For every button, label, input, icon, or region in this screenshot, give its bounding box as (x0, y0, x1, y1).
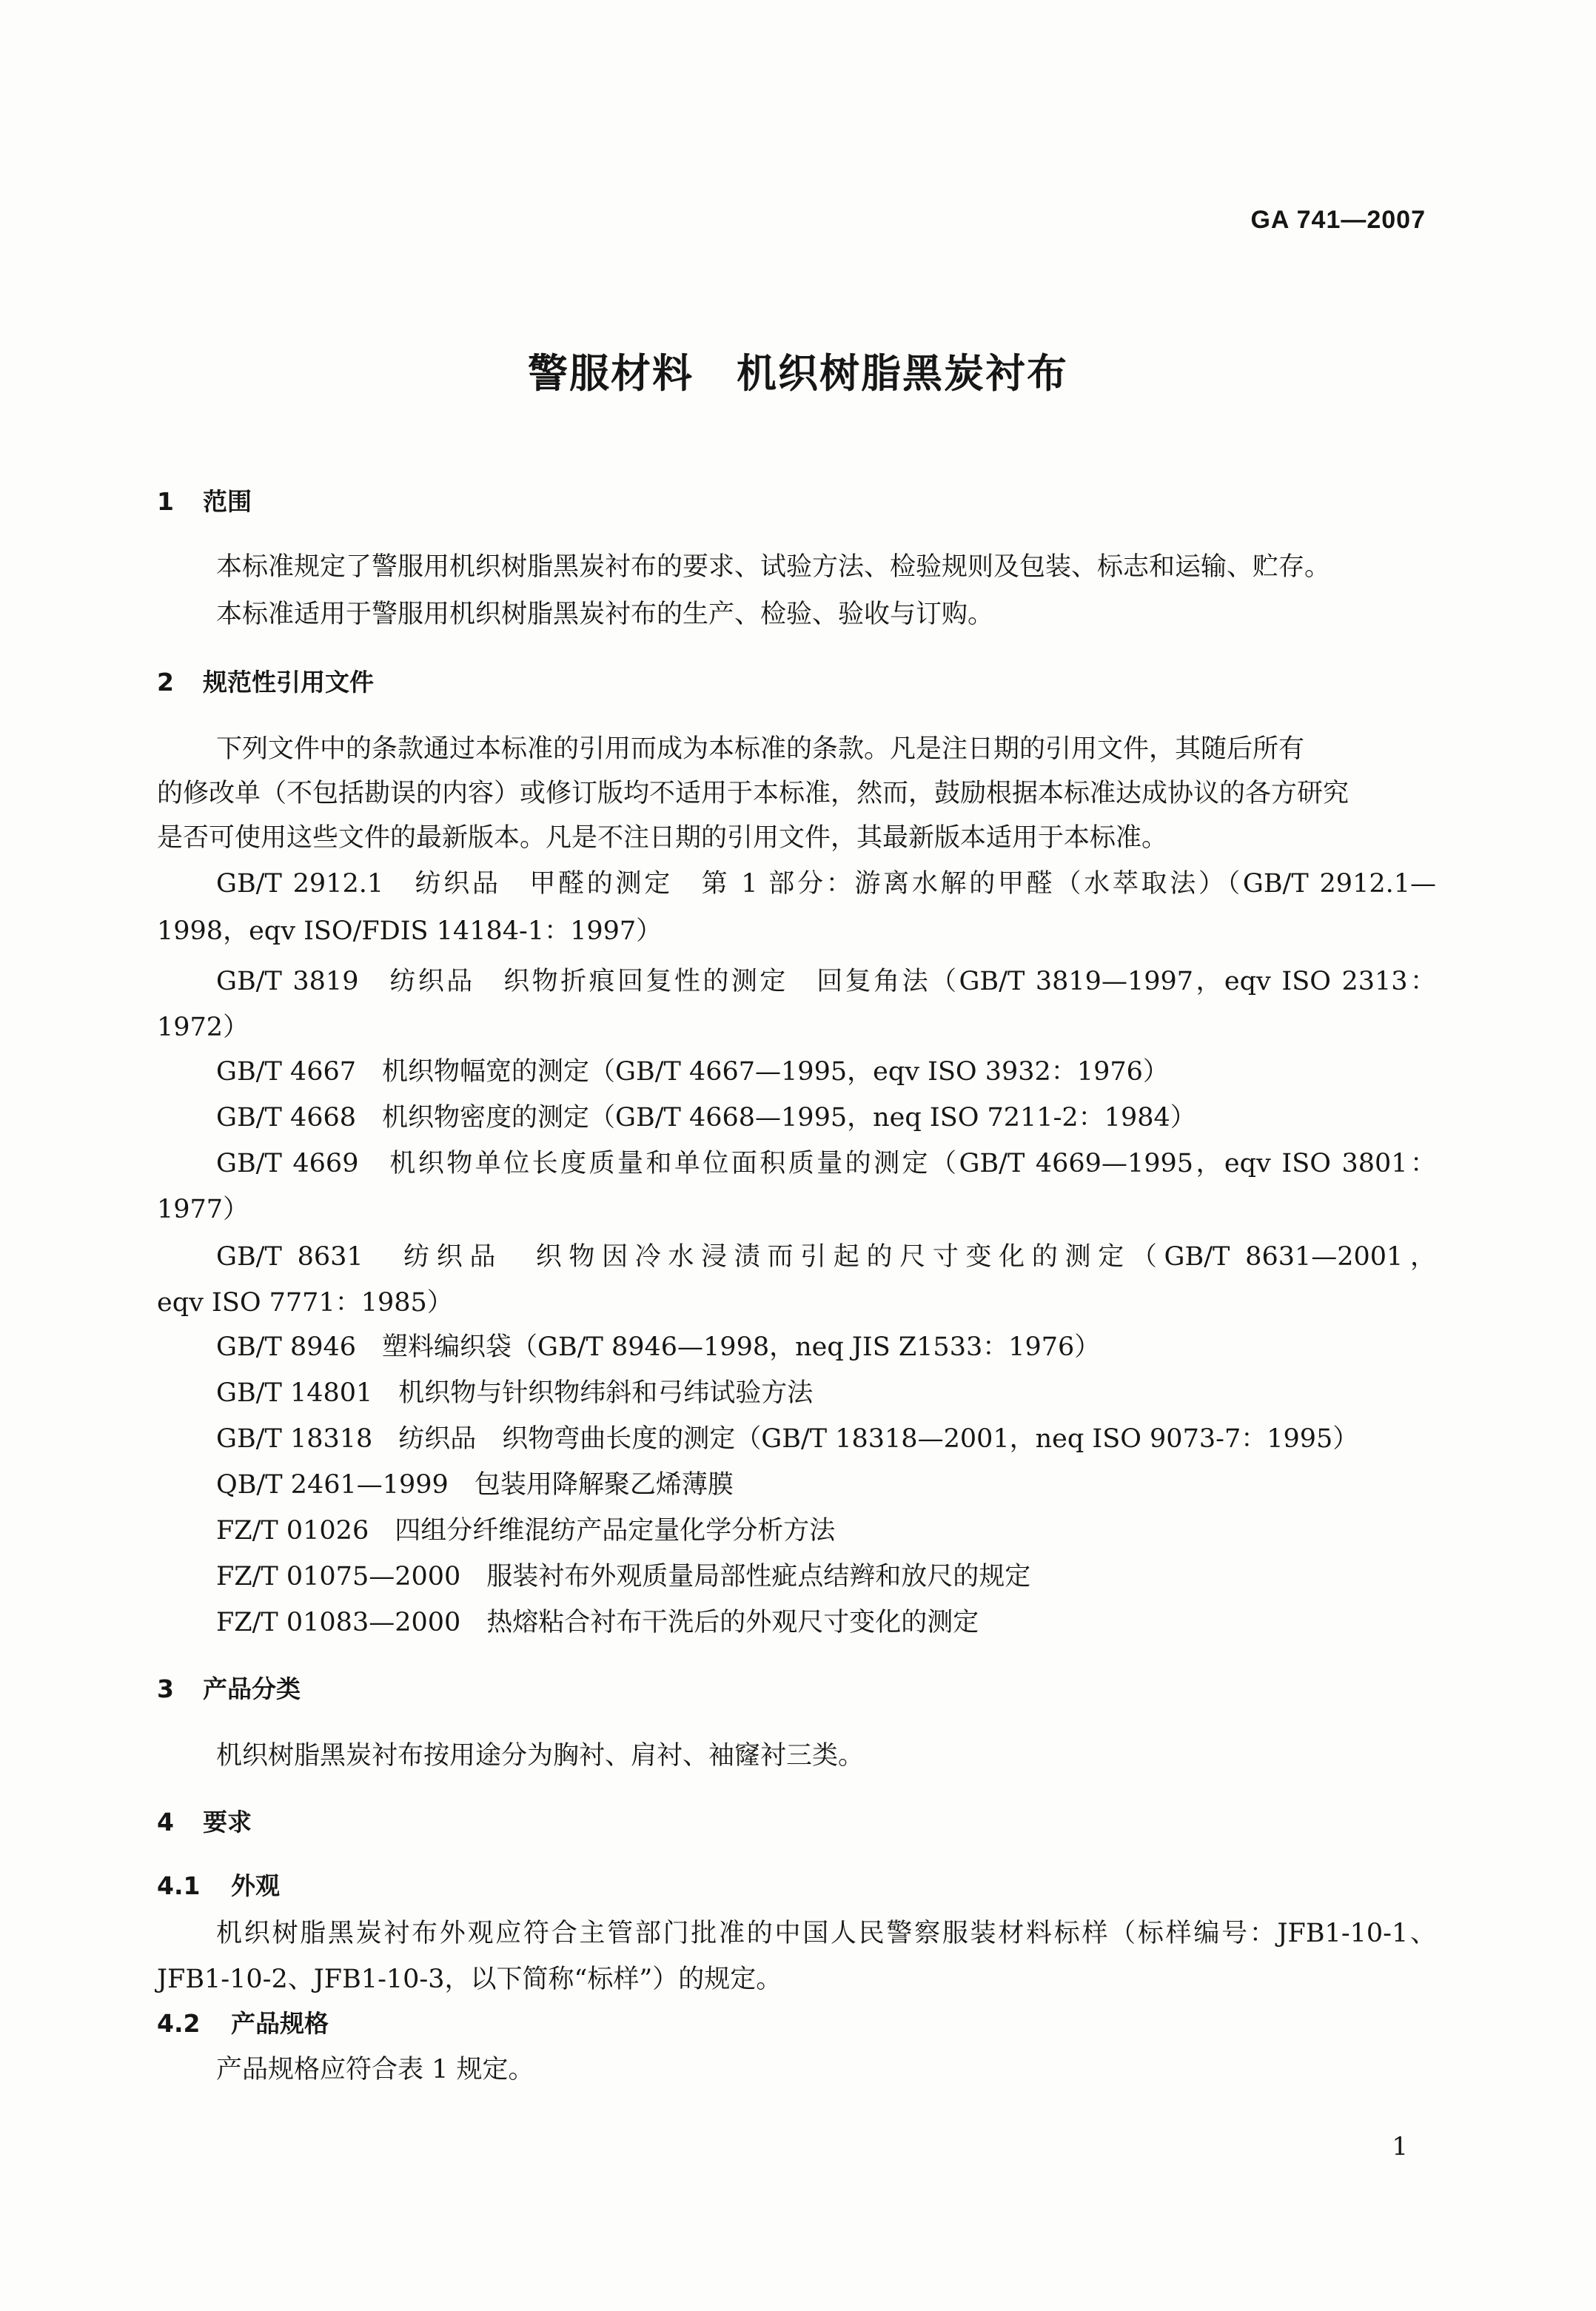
section-1-heading: 1 范围 (157, 487, 252, 516)
section-2-heading: 2 规范性引用文件 (157, 668, 374, 697)
section-2-intro-line-3: 是否可使用这些文件的最新版本。凡是不注日期的引用文件，其最新版本适用于本标准。 (157, 823, 1168, 853)
reference-item: QB/T 2461—1999 包装用降解聚乙烯薄膜 (216, 1470, 734, 1500)
section-3-heading: 3 产品分类 (157, 1674, 301, 1703)
section-3-paragraph: 机织树脂黑炭衬布按用途分为胸衬、肩衬、袖窿衬三类。 (216, 1741, 865, 1771)
reference-item: GB/T 4668 机织物密度的测定（GB/T 4668—1995，neq ISO 7211-2：1984） (216, 1103, 1196, 1133)
standard-code: GA 741—2007 (1250, 206, 1426, 234)
reference-item-continuation: eqv ISO 7771：1985） (157, 1288, 453, 1318)
reference-item-continuation: 1977） (157, 1195, 249, 1224)
section-1-paragraph-1: 本标准规定了警服用机织树脂黑炭衬布的要求、试验方法、检验规则及包装、标志和运输、贮存。 (216, 552, 1331, 582)
reference-item: GB/T 4667 机织物幅宽的测定（GB/T 4667—1995，eqv ISO 3932：1976） (216, 1057, 1169, 1087)
section-4-1-line-2: JFB1-10-2、JFB1-10-3，以下简称“标样”）的规定。 (157, 1965, 782, 1994)
reference-item-continuation: 1998，eqv ISO/FDIS 14184-1：1997） (157, 916, 663, 946)
reference-item: GB/T 4669 机织物单位长度质量和单位面积质量的测定（GB/T 4669—1995，eqv ISO 3801： (216, 1149, 1436, 1178)
section-4-heading: 4 要求 (157, 1808, 252, 1837)
reference-item-continuation: 1972） (157, 1013, 249, 1042)
reference-item: GB/T 8946 塑料编织袋（GB/T 8946—1998，neq JIS Z1533：1976） (216, 1332, 1101, 1362)
reference-item: GB/T 8631 纺织品 织物因冷水浸渍而引起的尺寸变化的测定（GB/T 8631—2001， (216, 1242, 1436, 1272)
title-part-1: 警服材料 (528, 350, 694, 397)
section-1-paragraph-2: 本标准适用于警服用机织树脂黑炭衬布的生产、检验、验收与订购。 (216, 600, 994, 629)
section-4-1-line-1: 机织树脂黑炭衬布外观应符合主管部门批准的中国人民警察服装材料标样（标样编号：JFB1-10-1、 (216, 1919, 1436, 1948)
reference-item: GB/T 3819 纺织品 织物折痕回复性的测定 回复角法（GB/T 3819—1997，eqv ISO 2313： (216, 967, 1436, 996)
section-4-2-paragraph: 产品规格应符合表 1 规定。 (216, 2055, 534, 2084)
reference-item: FZ/T 01026 四组分纤维混纺产品定量化学分析方法 (216, 1516, 836, 1546)
reference-item: FZ/T 01075—2000 服装衬布外观质量局部性疵点结辫和放尺的规定 (216, 1562, 1031, 1591)
reference-item: GB/T 2912.1 纺织品 甲醛的测定 第 1 部分：游离水解的甲醛（水萃取法）（GB/T 2912.1— (216, 869, 1436, 899)
reference-item: GB/T 14801 机织物与针织物纬斜和弓纬试验方法 (216, 1378, 814, 1408)
reference-item: GB/T 18318 纺织品 织物弯曲长度的测定（GB/T 18318—2001，neq ISO 9073-7：1995） (216, 1424, 1359, 1454)
page-number: 1 (1392, 2132, 1408, 2161)
document-title (0, 342, 1596, 399)
reference-item: FZ/T 01083—2000 热熔粘合衬布干洗后的外观尺寸变化的测定 (216, 1608, 979, 1637)
section-2-intro-line-2: 的修改单（不包括勘误的内容）或修订版均不适用于本标准，然而，鼓励根据本标准达成协议的各方研究 (157, 779, 1349, 808)
title-part-2: 机织树脂黑炭衬布 (737, 350, 1068, 397)
section-2-intro-line-1: 下列文件中的条款通过本标准的引用而成为本标准的条款。凡是注日期的引用文件，其随后所有 (216, 734, 1305, 764)
section-4-2-heading: 4.2 产品规格 (157, 2009, 329, 2038)
section-4-1-heading: 4.1 外观 (157, 1871, 280, 1900)
